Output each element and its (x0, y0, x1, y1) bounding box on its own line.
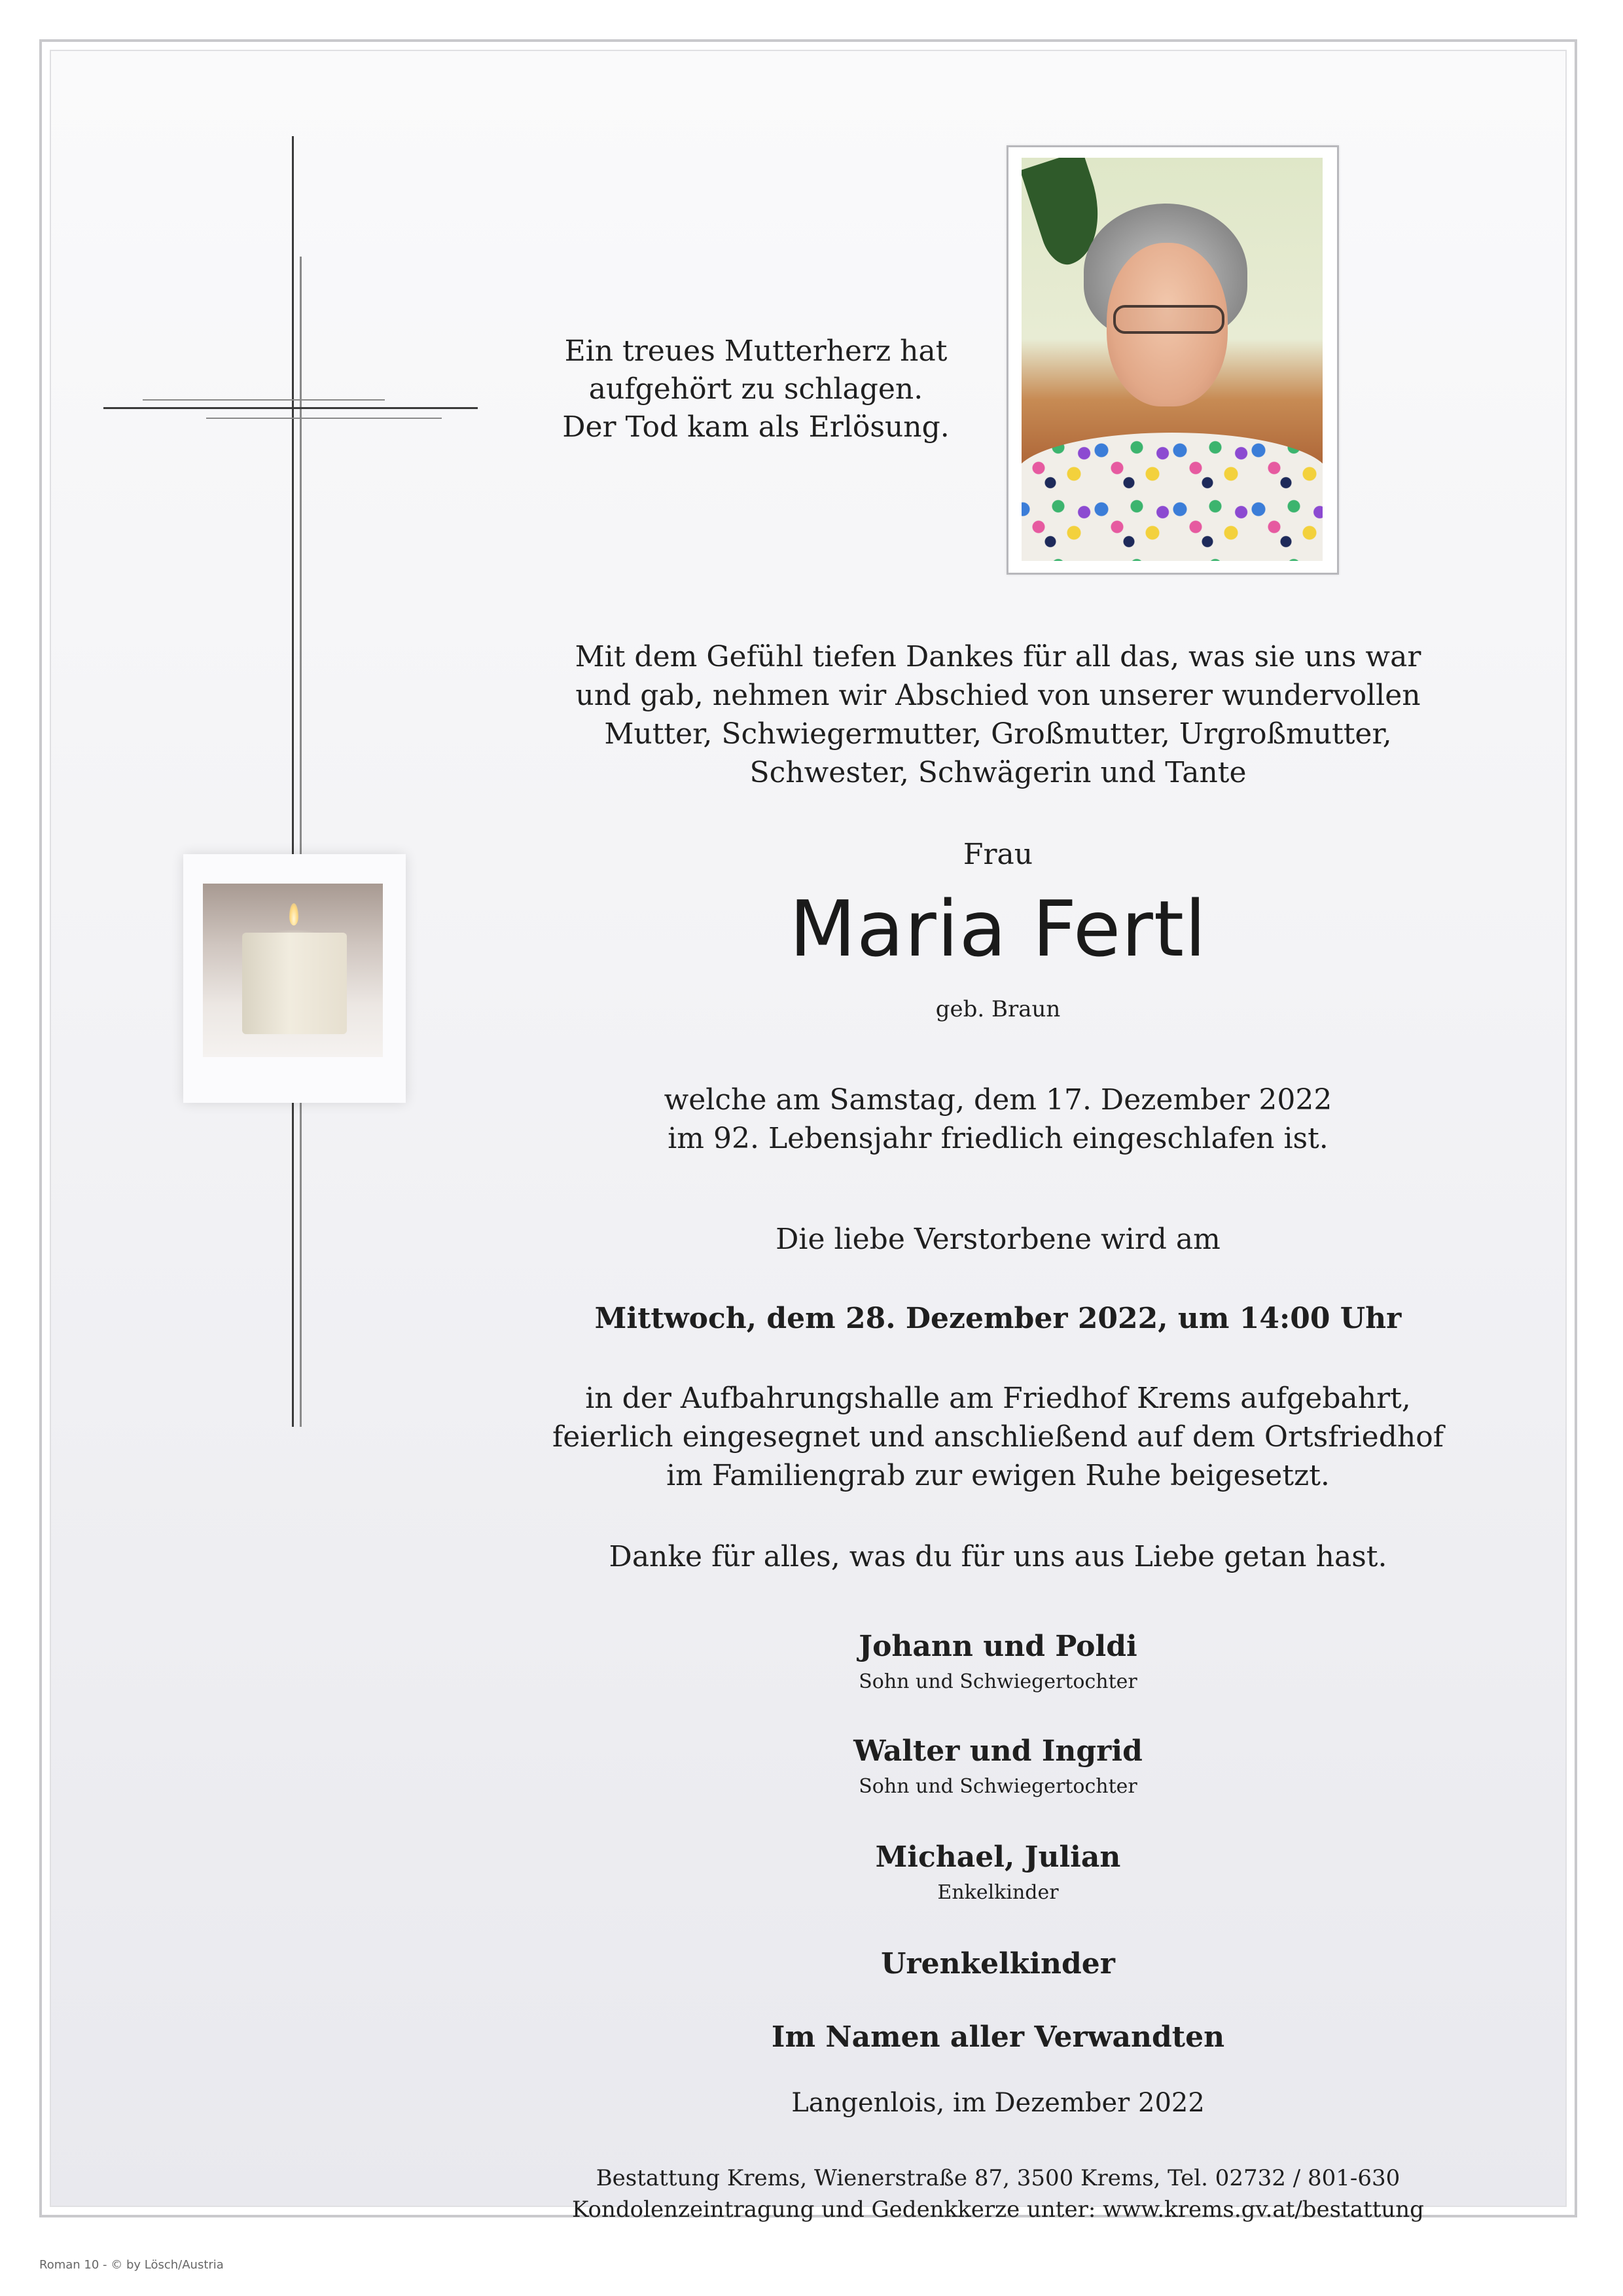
quote-line-1: Ein treues Mutterherz hat (564, 334, 948, 368)
maiden-name: geb. Braun (935, 996, 1061, 1022)
great-grandchildren: Urenkelkinder (881, 1947, 1115, 1981)
death-line-2: im 92. Lebensjahr friedlich eingeschlafen ist. (668, 1122, 1329, 1155)
intro-line-3: Mutter, Schwiegermutter, Großmutter, Urgroßmutter, (604, 717, 1392, 751)
intro-line-2: und gab, nehmen wir Abschied von unserer wundervollen (575, 679, 1421, 712)
funeral-details-2: feierlich eingesegnet und anschließend auf dem Ortsfriedhof (552, 1420, 1444, 1454)
mourner-relation: Sohn und Schwiegertochter (859, 1670, 1137, 1693)
intro-line-1: Mit dem Gefühl tiefen Dankes für all das, was sie uns war (575, 640, 1421, 673)
quote-line-3: Der Tod kam als Erlösung. (562, 410, 950, 444)
salutation: Frau (963, 838, 1033, 871)
relatives-line: Im Namen aller Verwandten (771, 2020, 1225, 2054)
mourner-names: Johann und Poldi (859, 1630, 1137, 1663)
mourner-relation: Sohn und Schwiegertochter (859, 1775, 1137, 1798)
place-date: Langenlois, im Dezember 2022 (791, 2088, 1205, 2118)
mourner-names: Walter und Ingrid (853, 1734, 1143, 1768)
mourner-relation: Enkelkinder (937, 1881, 1059, 1904)
flame-icon (289, 903, 298, 925)
death-line-1: welche am Samstag, dem 17. Dezember 2022 (664, 1083, 1332, 1117)
funeral-details-3: im Familiengrab zur ewigen Ruhe beigesetzt. (666, 1459, 1330, 1492)
funeral-intro: Die liebe Verstorbene wird am (776, 1223, 1221, 1256)
funeral-date: Mittwoch, dem 28. Dezember 2022, um 14:00 Uhr (594, 1302, 1402, 1335)
deceased-name: Maria Fertl (789, 884, 1207, 974)
mourner-names: Michael, Julian (875, 1840, 1121, 1874)
undertaker-line-2: Kondolenzeintragung und Gedenkkerze unter: www.krems.gv.at/bestattung (572, 2197, 1424, 2223)
candle-image (183, 854, 406, 1103)
funeral-details-1: in der Aufbahrungshalle am Friedhof Krems aufgebahrt, (585, 1382, 1411, 1415)
portrait-photo (1007, 145, 1339, 575)
intro-line-4: Schwester, Schwägerin und Tante (749, 756, 1247, 789)
undertaker-line-1: Bestattung Krems, Wienerstraße 87, 3500 Krems, Tel. 02732 / 801-630 (596, 2165, 1400, 2191)
quote-line-2: aufgehört zu schlagen. (588, 372, 923, 406)
thanks-line: Danke für alles, was du für uns aus Liebe getan hast. (609, 1540, 1387, 1573)
template-mark: Roman 10 - © by Lösch/Austria (39, 2258, 224, 2272)
